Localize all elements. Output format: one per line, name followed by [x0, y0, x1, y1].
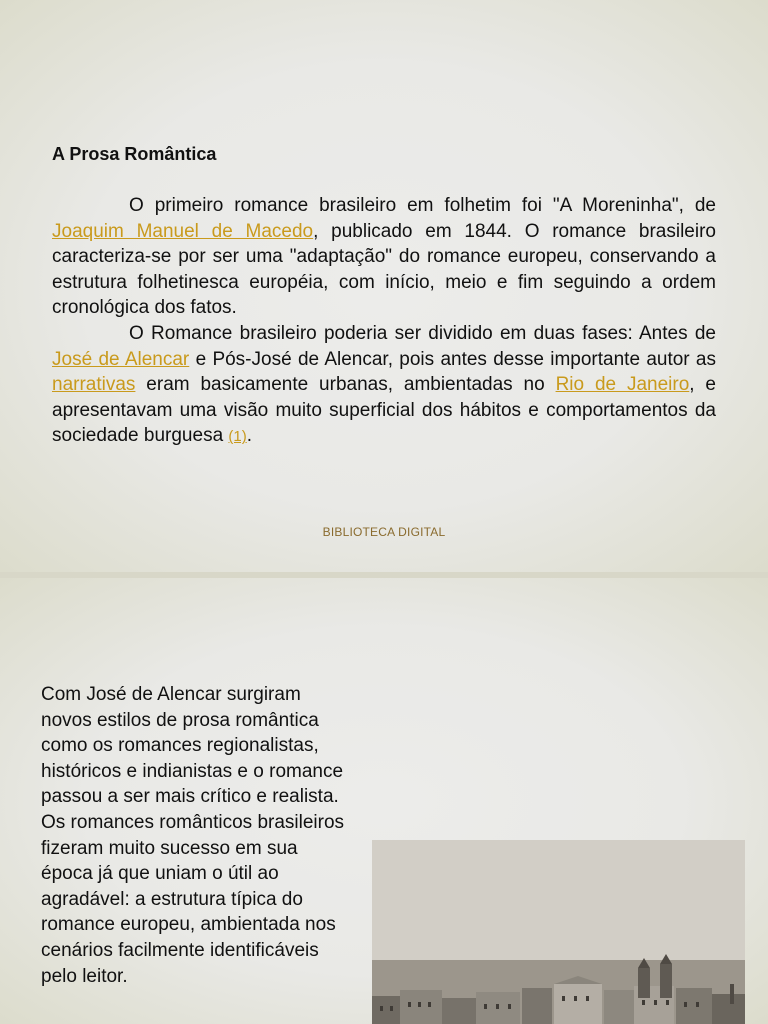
- paragraph-1: Com José de Alencar surgiram novos estilos de prosa romântica como os romances regionalistas, históricos e indianistas e o romance passou a ser mais crítico e realista.: [41, 684, 344, 808]
- text-segment: , publicado em 1844. O romance brasileiro caracteriza-se por ser uma "adaptação" do romance europeu, conservando a estrutura folhetinesca européia, com início, meio e fim seguindo a ordem cronológica dos fatos.: [52, 220, 716, 319]
- link-narrativas[interactable]: narrativas: [52, 374, 136, 396]
- body-text: [41, 682, 351, 989]
- text-segment: .: [246, 425, 253, 447]
- historic-city-photo: [372, 840, 745, 1024]
- text-segment: e Pós-José de Alencar, pois antes desse importante autor as: [189, 348, 716, 370]
- slide-2: [0, 578, 768, 1024]
- paragraph-2: [52, 321, 716, 450]
- footnote-link[interactable]: (1): [228, 428, 247, 446]
- link-rio-de-janeiro[interactable]: Rio de Janeiro: [555, 374, 690, 396]
- text-segment: O Romance brasileiro poderia ser dividido em duas fases: Antes de: [129, 322, 716, 344]
- slide-title: A Prosa Romântica: [52, 144, 217, 164]
- text-segment: , e apresentavam uma visão muito superficial dos hábitos e comportamentos da sociedade burguesa: [52, 374, 717, 447]
- text-segment: eram basicamente urbanas, ambientadas no: [135, 374, 556, 396]
- paragraph-2: Os romances românticos brasileiros fizeram muito sucesso em sua época já que uniam o útil ao agradável: a estrutura típica do romance europeu, ambientada nos cenários facilmente identificáveis pelo leitor.: [41, 811, 345, 987]
- link-jose-de-alencar[interactable]: José de Alencar: [52, 348, 190, 370]
- city-illustration: [372, 840, 745, 1024]
- paragraph-1: [52, 193, 716, 321]
- link-joaquim-manuel-de-macedo[interactable]: Joaquim Manuel de Macedo: [52, 220, 314, 242]
- text-segment: O primeiro romance brasileiro em folhetim foi "A Moreninha", de: [129, 195, 716, 216]
- body-text: [52, 193, 716, 450]
- footer-label: BIBLIOTECA DIGITAL: [322, 525, 446, 539]
